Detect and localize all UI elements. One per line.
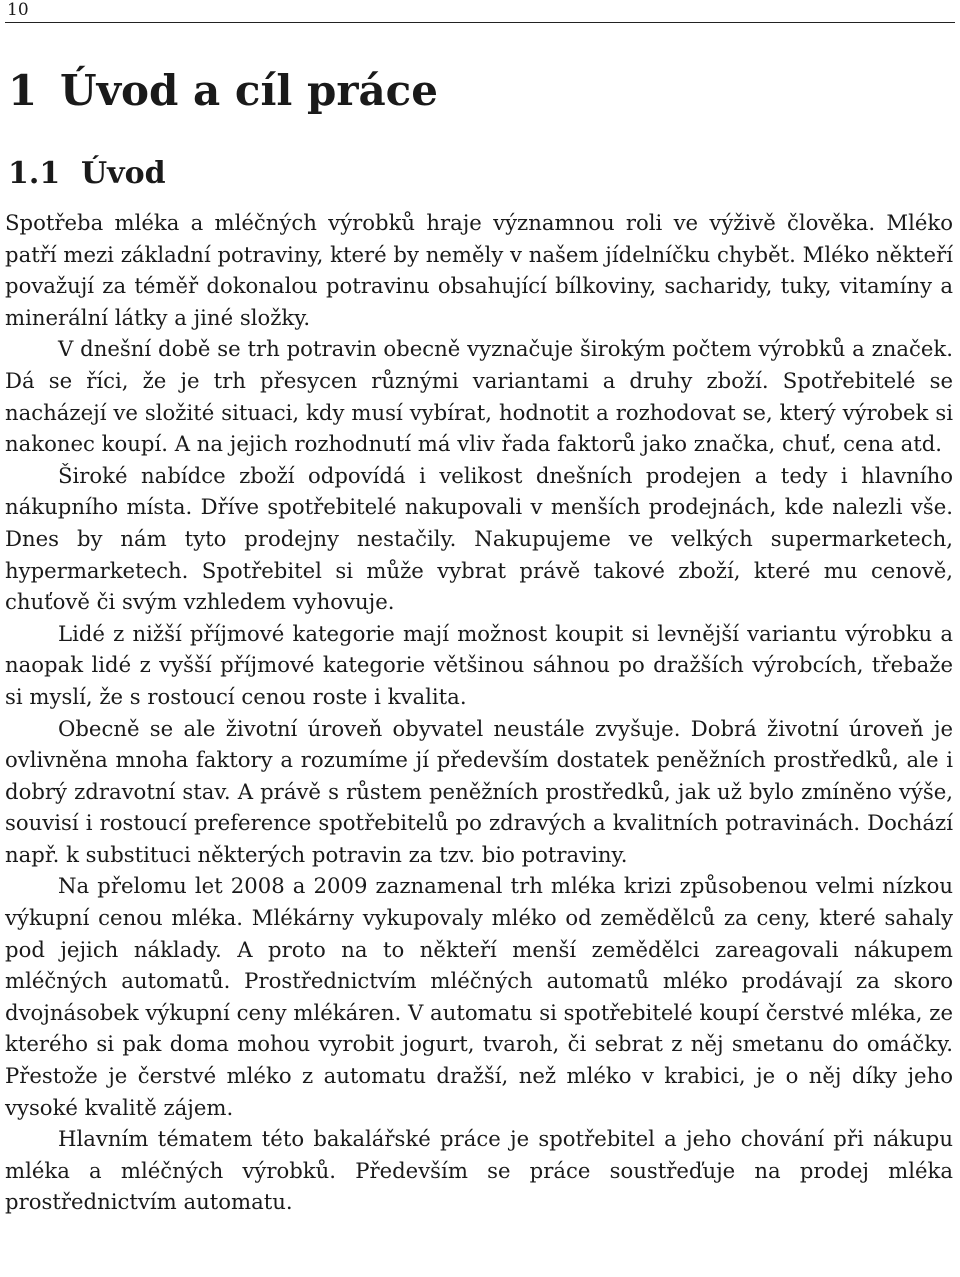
paragraph: Na přelomu let 2008 a 2009 zaznamenal trh mléka krizi způsobenou velmi nízkou výkupní cenou mléka. Mlékárny vykupovaly mléko od zemědělců za ceny, které sahaly pod jejich náklady. A proto na to někteří menší zemědělci zareagovali nákupem mléčných automatů. Prostřednictvím mléčných automatů mléko prodávají za skoro dvojnásobek výkupní ceny mlékáren. V automatu si spotřebitelé koupí čerstvé mléka, ze kterého si pak doma mohou vyrobit jogurt, tvaroh, či sebrat z něj smetanu do omáčky. Přestože je čerstvé mléko z automatu dražší, než mléko v krabici, je o něj díky jeho vysoké kvalitě zájem. <box>5 873 953 1120</box>
header-rule <box>5 22 955 23</box>
chapter-number: 1 <box>8 66 38 115</box>
paragraph: Spotřeba mléka a mléčných výrobků hraje významnou roli ve výživě člověka. Mléko patří mezi základní potraviny, které by neměly v našem jídelníčku chybět. Mléko někteří považují za téměř dokonalou potravinu obsahující bílkoviny, sacharidy, tuky, vitamíny a minerální látky a jiné složky. <box>5 210 953 330</box>
paragraph: Obecně se ale životní úroveň obyvatel neustále zvyšuje. Dobrá životní úroveň je ovlivněna mnoha faktory a rozumíme jí především dostatek peněžních prostředků, ale i dobrý zdravotní stav. A právě s růstem peněžních prostředků, jak už bylo zmíněno výše, souvisí i rostoucí preference spotřebitelů po zdravých a kvalitních potravinách. Dochází např. k substituci některých potravin za tzv. bio potraviny. <box>5 715 953 867</box>
paragraph: Hlavním tématem této bakalářské práce je spotřebitel a jeho chování při nákupu mléka a mléčných výrobků. Především se práce soustřeďuje na prodej mléka prostřednictvím automatu. <box>5 1126 953 1215</box>
page-number: 10 <box>7 0 29 20</box>
chapter-heading <box>8 66 438 116</box>
paragraph: V dnešní době se trh potravin obecně vyznačuje širokým počtem výrobků a značek. Dá se říci, že je trh přesycen různými variantami a druhy zboží. Spotřebitelé se nacházejí ve složité situaci, kdy musí vybírat, hodnotit a rozhodovat se, který výrobek si nakonec koupí. A na jejich rozhodnutí má vliv řada faktorů jako značka, chuť, cena atd. <box>5 336 953 457</box>
section-heading <box>8 155 166 193</box>
section-title: Úvod <box>81 156 166 191</box>
section-number: 1.1 <box>8 156 61 191</box>
paragraph: Lidé z nižší příjmové kategorie mají možnost koupit si levnější variantu výrobku a naopak lidé z vyšší příjmové kategorie většinou sáhnou po dražších výrobcích, třebaže si myslí, že s rostoucí cenou roste i kvalita. <box>5 620 953 709</box>
chapter-title: Úvod a cíl práce <box>60 66 438 115</box>
paragraph: Široké nabídce zboží odpovídá i velikost dnešních prodejen a tedy i hlavního nákupního místa. Dříve spotřebitelé nakupovali v menších prodejnách, kde nalezli vše. Dnes by nám tyto prodejny nestačily. Nakupujeme ve velkých supermarketech, hypermarketech. Spotřebitel si může vybrat právě takové zboží, které mu cenově, chuťově či svým vzhledem vyhovuje. <box>5 462 953 615</box>
body-text <box>5 207 953 1218</box>
